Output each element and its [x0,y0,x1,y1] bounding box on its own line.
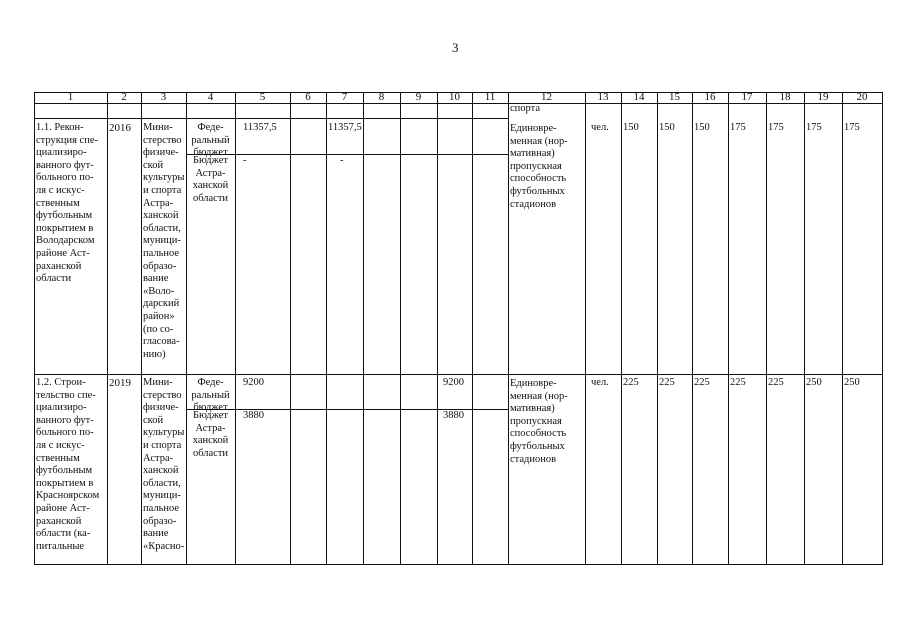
header-col-20: 20 [856,91,868,103]
header-col-17: 17 [741,91,753,103]
col-rule-7 [363,92,364,565]
row-1-value-col17: 175 [730,122,746,133]
row-1-col7-regional: - [340,155,344,166]
row-2-col5-regional: 3880 [243,410,264,421]
col-rule-5 [290,92,291,565]
row-2-value-col15: 225 [659,377,675,388]
col-rule-4 [235,92,236,565]
row-1-value-col20: 175 [844,122,860,133]
header-col-2: 2 [121,91,127,103]
header-col-15: 15 [669,91,680,103]
header-col-6: 6 [305,91,311,103]
col-rule-13 [621,92,622,565]
col-rule-9 [437,92,438,565]
col-rule-20 [882,92,883,565]
col-rule-11 [508,92,509,565]
col-rule-19 [842,92,843,565]
header-col-18: 18 [779,91,791,103]
col-rule-3 [186,92,187,565]
row-2-col10-federal: 9200 [443,377,464,388]
row-2-value-col14: 225 [623,377,639,388]
row-1-unit: чел. [591,122,609,133]
header-bottom-rule [34,103,882,104]
col-rule-17 [766,92,767,565]
col-rule-18 [804,92,805,565]
row-1-col7-federal: 11357,5 [328,122,362,133]
header-col-9: 9 [415,91,422,103]
row-2-year: 2019 [109,377,131,389]
table-bottom-rule [34,564,882,565]
row-1-col5-regional: - [243,155,247,166]
header-col-11: 11 [484,91,496,103]
row-1-source-regional: Бюджет Астра- ханской области [192,155,229,204]
row-2-executor: Мини- стерство физиче- ской культуры и спорта Астра- ханской области, муници- пальное образо- вание «Красно- [143,377,185,552]
row-2-value-col19: 250 [806,377,822,388]
row-2-col10-regional: 3880 [443,410,464,421]
row-2-value-col18: 225 [768,377,784,388]
header-col-1: 1 [67,91,74,103]
row-2-unit: чел. [591,377,609,388]
header-col-3: 3 [160,91,167,103]
col-rule-8 [400,92,401,565]
col-rule-15 [692,92,693,565]
page-number: 3 [452,40,459,55]
col-rule-12 [585,92,586,565]
header-col-16: 16 [704,91,716,103]
row-2-value-col17: 225 [730,377,746,388]
row-1-year: 2016 [109,122,131,134]
header-col-8: 8 [378,91,385,103]
row-2-name: 1.2. Строи- тельство спе- циализиро- ванного фут- больного по- ля с искус- ственным футбольным покрытием в Красноярском районе Аст- раханской области (ка- питальные [36,377,100,552]
row-1-executor: Мини- стерство физиче- ской культуры и спорта Астра- ханской области, муници- пальное образо- вание «Воло- дарский район» (по со- гласова- нию) [143,122,185,360]
row-1-col5-federal: 11357,5 [243,122,277,133]
row-1-value-col18: 175 [768,122,784,133]
col-rule-0 [34,92,35,565]
col-rule-6 [326,92,327,565]
header-col-13: 13 [597,91,609,103]
row-1-value-col19: 175 [806,122,822,133]
header-col-10: 10 [449,91,460,103]
header-col-19: 19 [817,91,829,103]
row-1-value-col14: 150 [623,122,639,133]
row-2-source-regional: Бюджет Астра- ханской области [192,410,229,459]
header-col-7: 7 [341,91,348,103]
row-2-indicator: Единовре- менная (нор- мативная) пропускная способность футбольных стадионов [510,378,568,465]
row-1-indicator: Единовре- менная (нор- мативная) пропускная способность футбольных стадионов [510,123,568,210]
col-rule-1 [107,92,108,565]
row-1-source-federal: Феде- ральный бюджет [191,122,230,159]
row-2-value-col20: 250 [844,377,860,388]
header-col-4: 4 [207,91,214,103]
row-2-source-federal: Феде- ральный бюджет [191,377,230,414]
header-col-12: 12 [541,91,552,103]
row-1-value-col15: 150 [659,122,675,133]
row-2-top-rule [34,374,882,375]
row-1-name: 1.1. Рекон- струкция спе- циализиро- ванного фут- больного по- ля с искус- ственным футбольным покрытием в Володарском районе Аст- раханской области [36,122,98,285]
table [34,92,882,564]
col-rule-2 [141,92,142,565]
header-col-14: 14 [633,91,645,103]
col-rule-16 [728,92,729,565]
col-rule-14 [657,92,658,565]
row-1-value-col16: 150 [694,122,710,133]
row-2-col5-federal: 9200 [243,377,264,388]
col12-continuation: спорта [510,103,541,114]
col-rule-10 [472,92,473,565]
header-col-5: 5 [259,91,266,103]
row-2-value-col16: 225 [694,377,710,388]
